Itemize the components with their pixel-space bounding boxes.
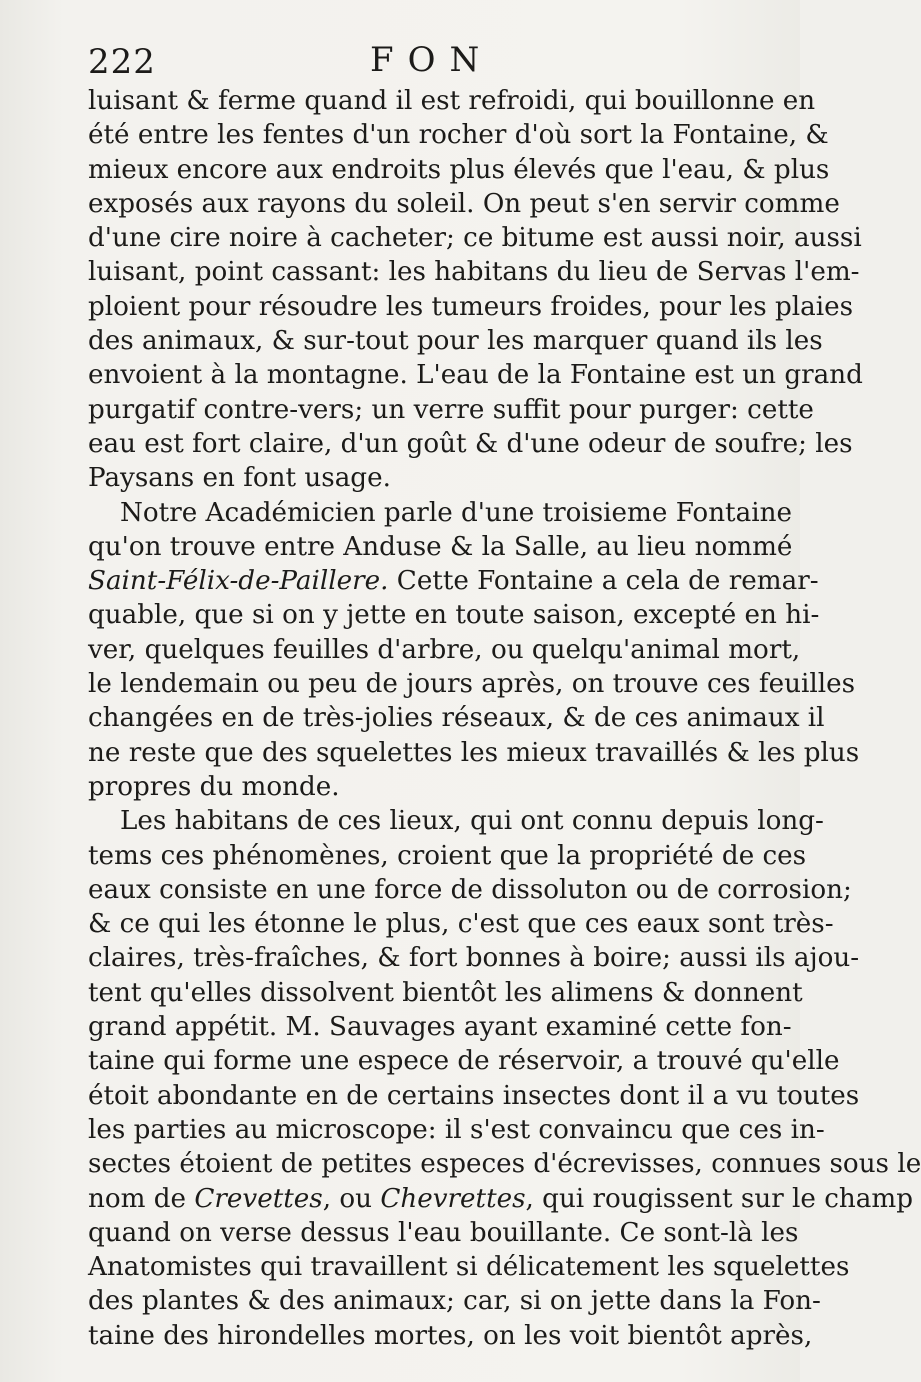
text-line: d'une cire noire à cacheter; ce bitume est aussi noir, aussi xyxy=(88,223,862,254)
text-line: Anatomistes qui travaillent si délicatement les squelettes xyxy=(88,1252,850,1283)
text-line: été entre les fentes d'un rocher d'où sort la Fontaine, & xyxy=(88,120,829,151)
text-line: tems ces phénomènes, croient que la propriété de ces xyxy=(88,840,807,871)
text-line: grand appétit. M. Sauvages ayant examiné cette fon- xyxy=(88,1012,792,1043)
text-line xyxy=(88,1182,913,1216)
text-line: exposés aux rayons du soleil. On peut s'en servir comme xyxy=(88,188,840,219)
text-line: quable, que si on y jette en toute saison, excepté en hi- xyxy=(88,600,820,631)
body-text xyxy=(88,84,921,1353)
running-head: FON xyxy=(370,40,494,80)
text-line: propres du monde. xyxy=(88,771,340,802)
text-line: Notre Académicien parle d'une troisieme Fontaine xyxy=(120,497,792,528)
text-line: sectes étoient de petites especes d'écrevisses, connues sous le xyxy=(88,1149,921,1180)
text-run: nom de xyxy=(88,1183,195,1214)
page-number: 222 xyxy=(88,42,156,82)
text-line: tent qu'elles dissolvent bientôt les alimens & donnent xyxy=(88,977,803,1008)
text-line: envoient à la montagne. L'eau de la Fontaine est un grand xyxy=(88,360,863,391)
page-header xyxy=(88,40,778,90)
text-run: , ou xyxy=(322,1183,381,1214)
text-line: des animaux, & sur-tout pour les marquer quand ils les xyxy=(88,326,823,357)
text-line: luisant, point cassant: les habitans du lieu de Servas l'em- xyxy=(88,257,860,288)
text-line xyxy=(88,564,819,598)
text-line: étoit abondante en de certains insectes dont il a vu toutes xyxy=(88,1080,860,1111)
text-run: Cette Fontaine a cela de remar- xyxy=(388,566,819,597)
text-line: purgatif contre-vers; un verre suffit pour purger: cette xyxy=(88,394,814,425)
paragraph-3 xyxy=(88,804,921,1353)
text-line: quand on verse dessus l'eau bouillante. Ce sont-là les xyxy=(88,1217,799,1248)
text-line: claires, très-fraîches, & fort bonnes à boire; aussi ils ajou- xyxy=(88,943,860,974)
text-run: , qui rougissent sur le champ xyxy=(525,1183,913,1214)
text-line: mieux encore aux endroits plus élevés que l'eau, & plus xyxy=(88,154,830,185)
text-line: eau est fort claire, d'un goût & d'une odeur de soufre; les xyxy=(88,428,853,459)
text-line: ne reste que des squelettes les mieux travaillés & les plus xyxy=(88,737,860,768)
term-crevettes: Crevettes xyxy=(194,1183,323,1214)
text-line: eaux consiste en une force de dissoluton ou de corrosion; xyxy=(88,874,852,905)
text-line: Paysans en font usage. xyxy=(88,463,391,494)
text-line: & ce qui les étonne le plus, c'est que ces eaux sont très- xyxy=(88,909,834,940)
text-line: taine des hirondelles mortes, on les voit bientôt après, xyxy=(88,1320,813,1351)
place-name: Saint-Félix-de-Paillere. xyxy=(88,566,389,597)
text-line: le lendemain ou peu de jours après, on trouve ces feuilles xyxy=(88,669,856,700)
paragraph-1 xyxy=(88,84,863,496)
term-chevrettes: Chevrettes xyxy=(380,1183,526,1214)
text-line: qu'on trouve entre Anduse & la Salle, au lieu nommé xyxy=(88,531,793,562)
text-line: ver, quelques feuilles d'arbre, ou quelqu'animal mort, xyxy=(88,634,801,665)
text-line: Les habitans de ces lieux, qui ont connu depuis long- xyxy=(120,806,824,837)
text-line: luisant & ferme quand il est refroidi, qui bouillonne en xyxy=(88,86,816,116)
text-line: changées en de très-jolies réseaux, & de ces animaux il xyxy=(88,703,825,734)
text-line: ploient pour résoudre les tumeurs froides, pour les plaies xyxy=(88,291,854,322)
text-line: des plantes & des animaux; car, si on jette dans la Fon- xyxy=(88,1286,821,1317)
paragraph-2 xyxy=(88,496,860,805)
text-line: taine qui forme une espece de réservoir, a trouvé qu'elle xyxy=(88,1046,840,1077)
text-line: les parties au microscope: il s'est convaincu que ces in- xyxy=(88,1114,825,1145)
